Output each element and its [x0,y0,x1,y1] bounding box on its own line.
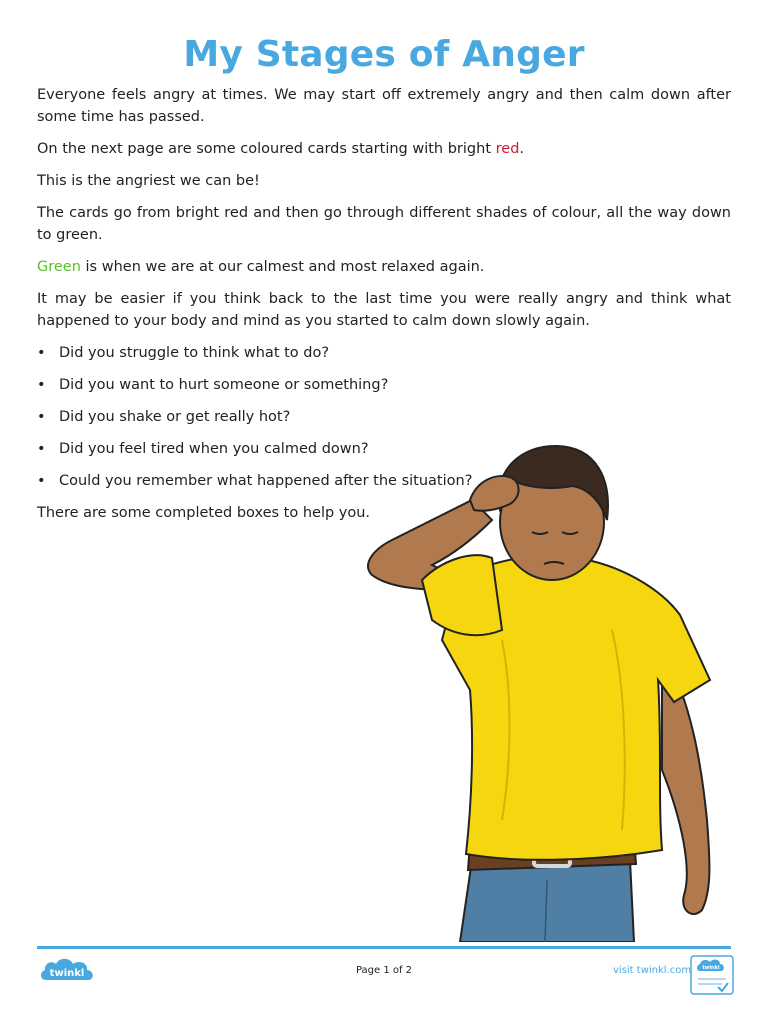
list-item: • Did you feel tired when you calmed down? [37,438,477,460]
boy-illustration [362,440,732,942]
green-text: is when we are at our calmest and most relaxed again. [80,259,485,275]
quality-badge-icon [690,955,734,995]
cards-text: On the next page are some coloured cards starting with bright [37,141,496,157]
green-paragraph [37,256,731,278]
green-word: Green [37,259,81,275]
list-item: • Did you shake or get really hot? [37,406,477,428]
quality-badge-text: twinkl [702,965,720,971]
page-number: Page 1 of 2 [355,965,413,976]
intro-paragraph: Everyone feels angry at times. We may start off extremely angry and then calm down after some time has passed. [37,87,731,125]
twinkl-logo-text: twinkl [49,968,85,979]
list-item: • Could you remember what happened after the situation? [37,470,477,492]
cards-paragraph [37,138,731,160]
angriest-paragraph: This is the angriest we can be! [37,173,260,189]
list-item: • Did you want to hurt someone or something? [37,374,477,396]
shades-paragraph: The cards go from bright red and then go through different shades of colour, all the way down to green. [37,205,731,243]
think-back-paragraph: It may be easier if you think back to the last time you were really angry and think what happened to your body and mind as you started to calm down slowly again. [37,291,731,329]
cards-period: . [519,141,525,157]
red-word: red [495,141,520,157]
footer-divider [37,946,731,949]
visit-link[interactable]: visit twinkl.com [613,965,692,976]
closing-paragraph: There are some completed boxes to help you. [37,505,371,521]
page-title: My Stages of Anger [183,34,585,75]
list-item: • Did you struggle to think what to do? [37,342,477,364]
